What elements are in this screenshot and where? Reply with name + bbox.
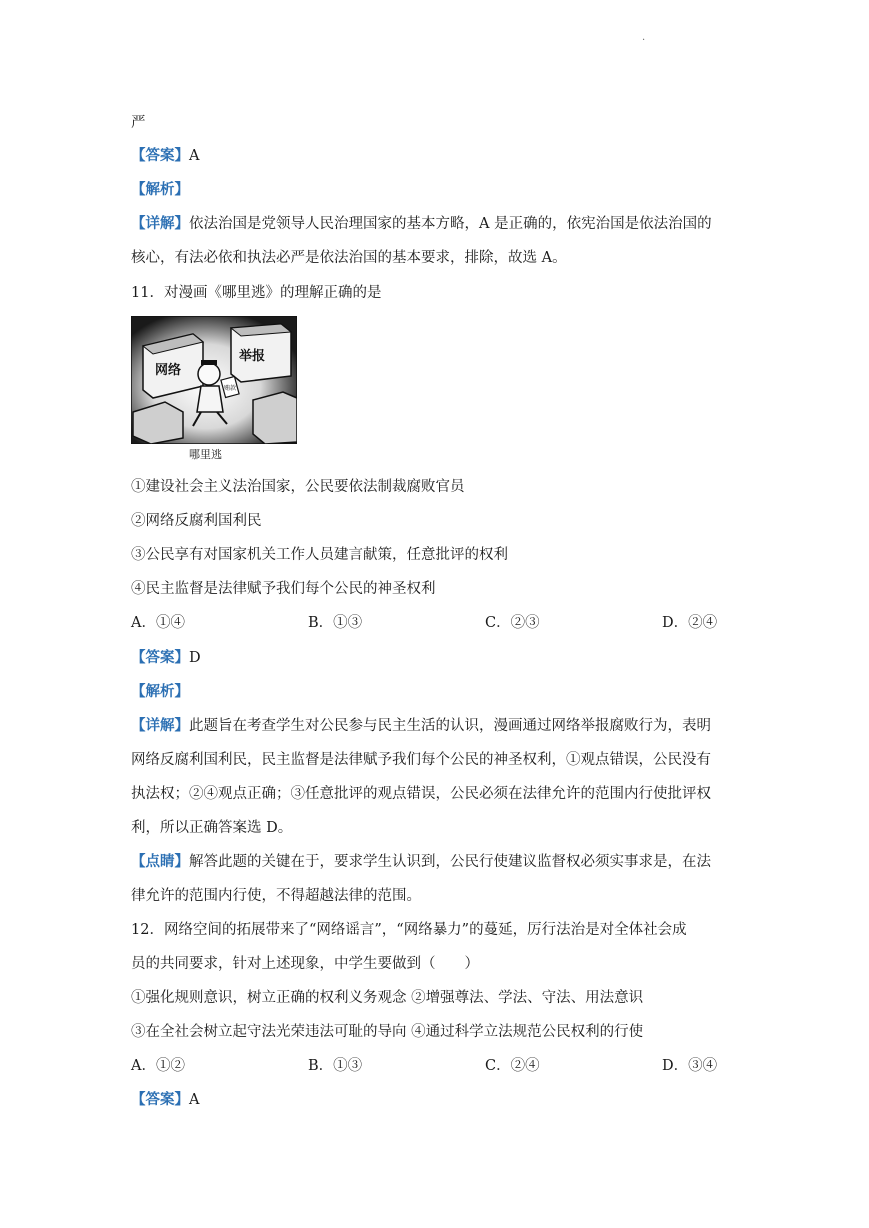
question-12a: 12．网络空间的拓展带来了“网络谣言”，“网络暴力”的蔓延，厉行法治是对全体社会成 — [131, 922, 687, 938]
detail-tag: 【详解】 — [131, 717, 189, 734]
detail-tag: 【详解】 — [131, 215, 189, 232]
figure-caption: 哪里逃 — [189, 448, 222, 461]
choice-c: C．②③ — [485, 615, 540, 631]
choice-d: D．②④ — [662, 615, 718, 631]
option-line: ③在全社会树立起守法光荣违法可耻的导向 ④通过科学立法规范公民权利的行使 — [131, 1024, 644, 1040]
answer-tag: 【答案】 — [131, 649, 189, 666]
detail-line-11c: 执法权；②④观点正确；③任意批评的观点错误，公民必须在法律允许的范围内行使批评权 — [131, 786, 711, 802]
option-line: ①建设社会主义法治国家，公民要依法制裁腐败官员 — [131, 479, 465, 495]
detail-line-10a — [131, 214, 712, 234]
answer-line-11 — [131, 648, 201, 668]
choice-b: B．①③ — [308, 615, 363, 631]
option-line: ②网络反腐利国利民 — [131, 513, 262, 529]
page-mark: . — [642, 32, 646, 43]
tip-tag: 【点睛】 — [131, 853, 189, 870]
question-11: 11．对漫画《哪里逃》的理解正确的是 — [131, 285, 382, 301]
answer-value: A — [189, 1092, 200, 1108]
answer-line-10 — [131, 146, 199, 166]
analysis-tag-10 — [131, 180, 189, 200]
box-right-label: 举报 — [239, 349, 266, 364]
option-line: ①强化规则意识，树立正确的权利义务观念 ②增强尊法、学法、守法、用法意识 — [131, 990, 644, 1006]
answer-value: A — [189, 148, 200, 164]
choice-a: A．①② — [131, 1058, 185, 1074]
answer-tag: 【答案】 — [131, 1091, 189, 1108]
detail-line-11d: 利，所以正确答案选 D。 — [131, 820, 293, 836]
answer-tag: 【答案】 — [131, 147, 189, 164]
option-line: ④民主监督是法律赋予我们每个公民的神圣权利 — [131, 581, 436, 597]
tip-line-11b: 律允许的范围内行使，不得超越法律的范围。 — [131, 888, 421, 904]
detail-text: 依法治国是党领导人民治理国家的基本方略，A 是正确的，依宪治国是依法治国的 — [189, 216, 712, 232]
tip-line-11a — [131, 852, 711, 872]
choice-a: A．①④ — [131, 615, 185, 631]
bag-label: 贿款 — [224, 385, 237, 392]
cartoon-image — [131, 316, 297, 444]
box-left-label: 网络 — [155, 363, 182, 378]
choice-b: B．①③ — [308, 1058, 363, 1074]
detail-line-10b: 核心，有法必依和执法必严是依法治国的基本要求，排除，故选 A。 — [131, 250, 567, 266]
detail-line-11a — [131, 716, 711, 736]
answer-line-12 — [131, 1090, 199, 1110]
answer-value: D — [189, 650, 201, 666]
analysis-tag: 【解析】 — [131, 181, 189, 198]
tip-text: 解答此题的关键在于，要求学生认识到，公民行使建议监督权必须实事求是，在法 — [189, 854, 711, 870]
option-line: ③公民享有对国家机关工作人员建言献策，任意批评的权利 — [131, 547, 508, 563]
detail-line-11b: 网络反腐利国利民，民主监督是法律赋予我们每个公民的神圣权利，①观点错误，公民没有 — [131, 752, 711, 768]
analysis-tag: 【解析】 — [131, 683, 189, 700]
detail-text: 此题旨在考查学生对公民参与民主生活的认识，漫画通过网络举报腐败行为，表明 — [189, 718, 711, 734]
choice-d: D．③④ — [662, 1058, 718, 1074]
choice-c: C．②④ — [485, 1058, 540, 1074]
question-12b: 员的共同要求，针对上述现象，中学生要做到（ ） — [131, 956, 479, 972]
analysis-tag-11 — [131, 682, 189, 702]
text-line: 严 — [131, 115, 146, 131]
